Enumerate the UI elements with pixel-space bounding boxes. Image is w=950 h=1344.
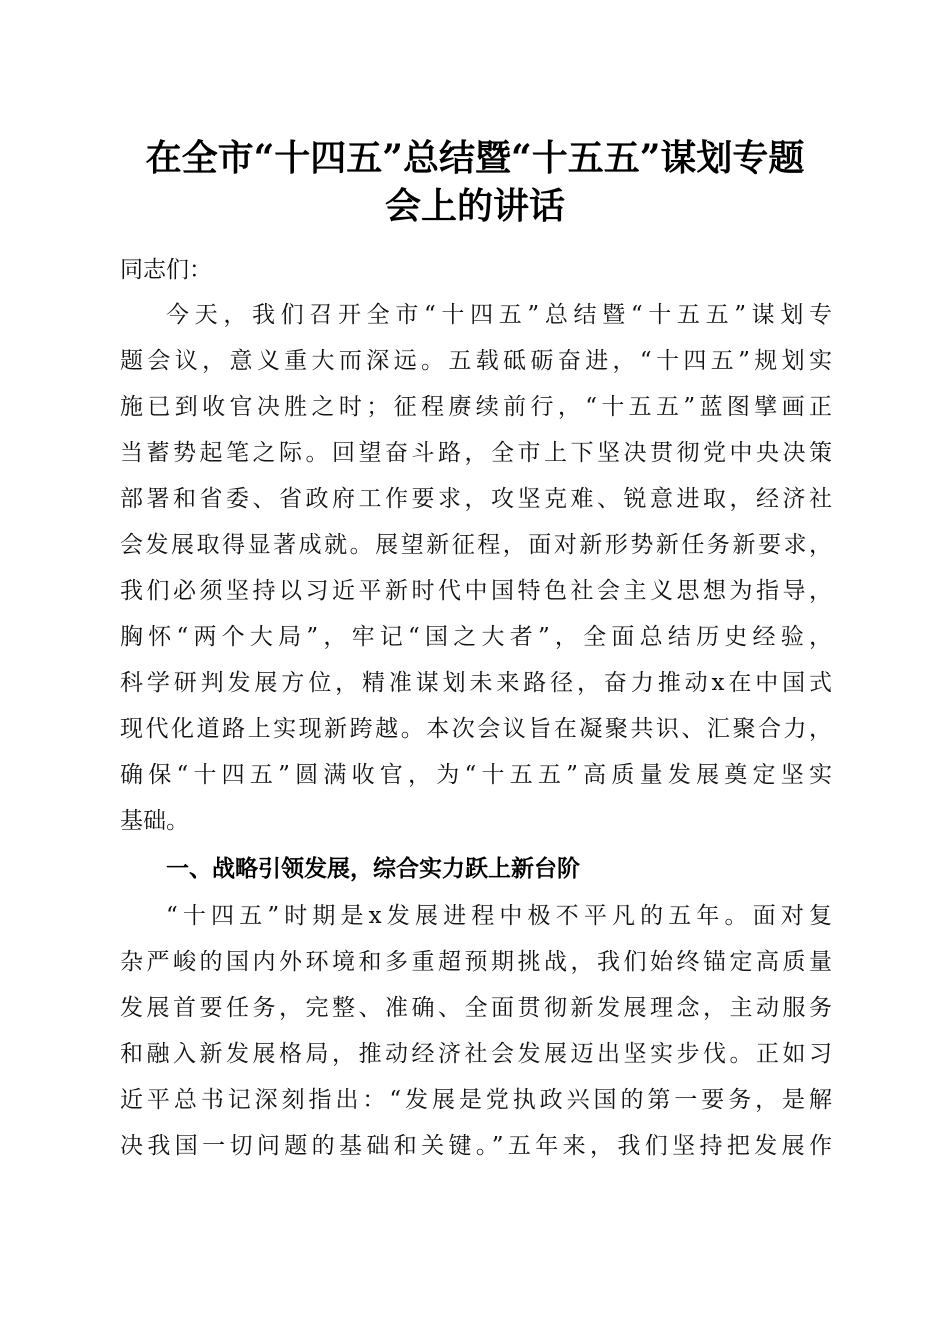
paragraph-line: 会发展取得显著成就。展望新征程，面对新形势新任务新要求，: [120, 532, 832, 558]
paragraph-line: 杂严峻的国内外环境和多重超预期挑战，我们始终锚定高质量: [120, 949, 832, 975]
document-title-line-2: 会上的讲话: [384, 185, 565, 227]
paragraph-line: 胸怀“两个大局”，牢记“国之大者”，全面总结历史经验，: [120, 624, 832, 650]
paragraph-line: 今天，我们召开全市“十四五”总结暨“十五五”谋划专: [166, 302, 832, 328]
paragraph-line: 决我国一切问题的基础和关键。”五年来，我们坚持把发展作: [120, 1133, 832, 1159]
paragraph-line: 我们必须坚持以习近平新时代中国特色社会主义思想为指导，: [120, 578, 832, 604]
paragraph-line: 当蓄势起笔之际。回望奋斗路，全市上下坚决贯彻党中央决策: [120, 440, 832, 466]
paragraph-line: “十四五”时期是x发展进程中极不平凡的五年。面对复: [166, 903, 832, 929]
paragraph-line: 发展首要任务，完整、准确、全面贯彻新发展理念，主动服务: [120, 995, 832, 1021]
paragraph-line: 和融入新发展格局，推动经济社会发展迈出坚实步伐。正如习: [120, 1041, 832, 1067]
paragraph-line: 基础。: [120, 808, 189, 834]
section-heading-1: 一、战略引领发展，综合实力跃上新台阶: [166, 856, 580, 882]
paragraph-line: 现代化道路上实现新跨越。本次会议旨在凝聚共识、汇聚合力，: [120, 716, 832, 742]
paragraph-line: 施已到收官决胜之时；征程赓续前行，“十五五”蓝图擘画正: [120, 394, 832, 420]
paragraph-line: 部署和省委、省政府工作要求，攻坚克难、锐意进取，经济社: [120, 486, 832, 512]
paragraph-line: 题会议，意义重大而深远。五载砥砺奋进，“十四五”规划实: [120, 348, 832, 374]
paragraph-line: 科学研判发展方位，精准谋划未来路径，奋力推动x在中国式: [120, 670, 832, 696]
paragraph-line: 近平总书记深刻指出：“发展是党执政兴国的第一要务，是解: [120, 1087, 832, 1113]
paragraph-line: 确保“十四五”圆满收官，为“十五五”高质量发展奠定坚实: [120, 762, 832, 788]
salutation: 同志们：: [120, 257, 212, 283]
document-title-line-1: 在全市“十四五”总结暨“十五五”谋划专题: [145, 137, 805, 179]
